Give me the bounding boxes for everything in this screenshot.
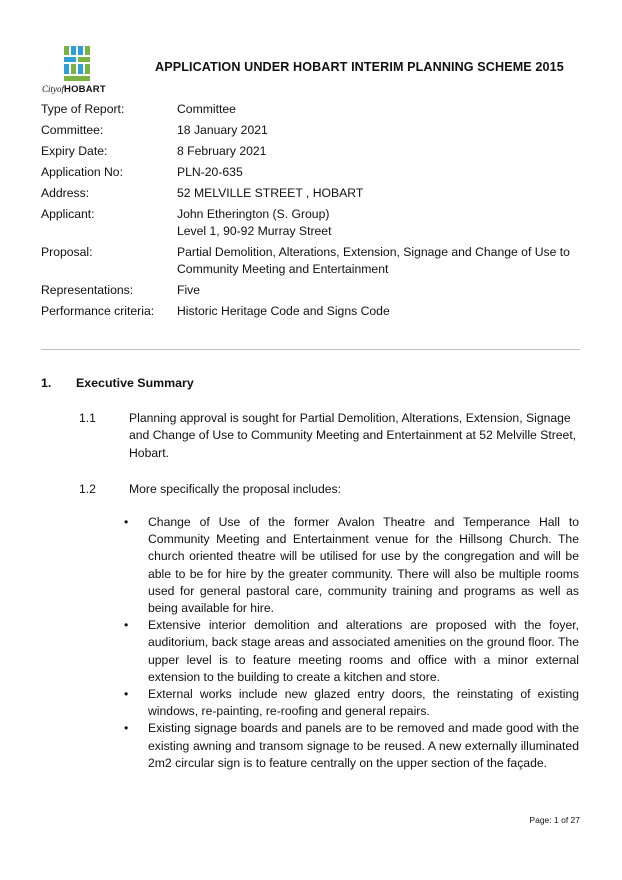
meta-row-type: [41, 101, 586, 118]
meta-value-line: Partial Demolition, Alterations, Extension, Signage and Change of Use to: [177, 245, 570, 259]
page-number: Page: 1 of 27: [529, 815, 580, 825]
section-heading: [41, 376, 194, 390]
section-title: Executive Summary: [76, 376, 194, 390]
meta-label: Application No:: [41, 165, 123, 179]
meta-row-expiry: [41, 143, 586, 160]
paragraph-number: 1.2: [79, 482, 96, 496]
bullet-icon: •: [124, 687, 129, 702]
report-details: [41, 101, 586, 324]
document-title: APPLICATION UNDER HOBART INTERIM PLANNING SCHEME 2015: [155, 60, 564, 74]
meta-value: Committee: [177, 102, 236, 116]
meta-value: 52 MELVILLE STREET , HOBART: [177, 186, 364, 200]
meta-value: 18 January 2021: [177, 123, 268, 137]
bullet-icon: •: [124, 721, 129, 736]
meta-value: Five: [177, 283, 201, 297]
meta-row-performance-criteria: [41, 303, 586, 320]
meta-row-application-no: [41, 164, 586, 181]
meta-label: Committee:: [41, 123, 104, 137]
meta-value-line: Level 1, 90-92 Murray Street: [177, 224, 332, 238]
logo-city: City: [42, 84, 57, 94]
meta-label: Representations:: [41, 283, 134, 297]
logo-hobart: HOBART: [64, 84, 106, 95]
bullet-icon: •: [124, 618, 129, 633]
section-number: 1.: [41, 376, 52, 390]
list-item-text: Extensive interior demolition and alterations are proposed with the foyer, auditorium, back stage areas and associated amenities on the ground floor. The upper level is to feature meeting rooms and office with a minor external extension to the building to create a kitchen and store.: [148, 618, 579, 684]
meta-label: Performance criteria:: [41, 304, 155, 318]
list-item: [124, 617, 579, 686]
meta-label: Proposal:: [41, 245, 93, 259]
meta-label: Address:: [41, 186, 90, 200]
logo-of: of: [57, 84, 65, 94]
proposal-bullet-list: [124, 514, 579, 772]
paragraph-text: Planning approval is sought for Partial Demolition, Alterations, Extension, Signage and Change of Use to Community Meeting and Entertainment at 52 Melville Street, Hobart.: [129, 411, 577, 460]
meta-value: 8 February 2021: [177, 144, 267, 158]
meta-label: Applicant:: [41, 207, 95, 221]
list-item: [124, 514, 579, 617]
logo-wordmark: [42, 84, 120, 95]
list-item-text: Change of Use of the former Avalon Theatre and Temperance Hall to Community Meeting and Entertainment venue for the Hillsong Church. The church oriented theatre will be utilised for use by the congregation and will be able to be for hire by the greater community. There will also be multiple rooms used for general pastoral care, community training and programs as well as being available for hire.: [148, 515, 579, 616]
meta-value-line: Community Meeting and Entertainment: [177, 262, 389, 276]
meta-row-proposal: [41, 244, 586, 278]
list-item-text: Existing signage boards and panels are to be removed and made good with the existing awning and transom signage to be reused. A new externally illuminated 2m2 circular sign is to feature centrally on the upper section of the façade.: [148, 721, 579, 770]
meta-row-committee: [41, 122, 586, 139]
paragraph-1-1: [79, 410, 579, 462]
meta-value: [177, 244, 586, 278]
meta-row-representations: [41, 282, 586, 299]
list-item: [124, 686, 579, 720]
paragraph-1-2: [79, 481, 579, 498]
meta-row-applicant: [41, 206, 586, 240]
meta-value: PLN-20-635: [177, 165, 243, 179]
paragraph-text: More specifically the proposal includes:: [129, 482, 342, 496]
list-item-text: External works include new glazed entry doors, the reinstating of existing windows, re-painting, re-roofing and general repairs.: [148, 687, 579, 719]
divider: [41, 349, 580, 350]
meta-value: Historic Heritage Code and Signs Code: [177, 304, 390, 318]
meta-row-address: [41, 185, 586, 202]
list-item: [124, 720, 579, 772]
meta-value-line: John Etherington (S. Group): [177, 207, 330, 221]
meta-label: Type of Report:: [41, 102, 125, 116]
meta-label: Expiry Date:: [41, 144, 108, 158]
bullet-icon: •: [124, 515, 129, 529]
meta-value: [177, 206, 586, 240]
paragraph-number: 1.1: [79, 411, 96, 425]
